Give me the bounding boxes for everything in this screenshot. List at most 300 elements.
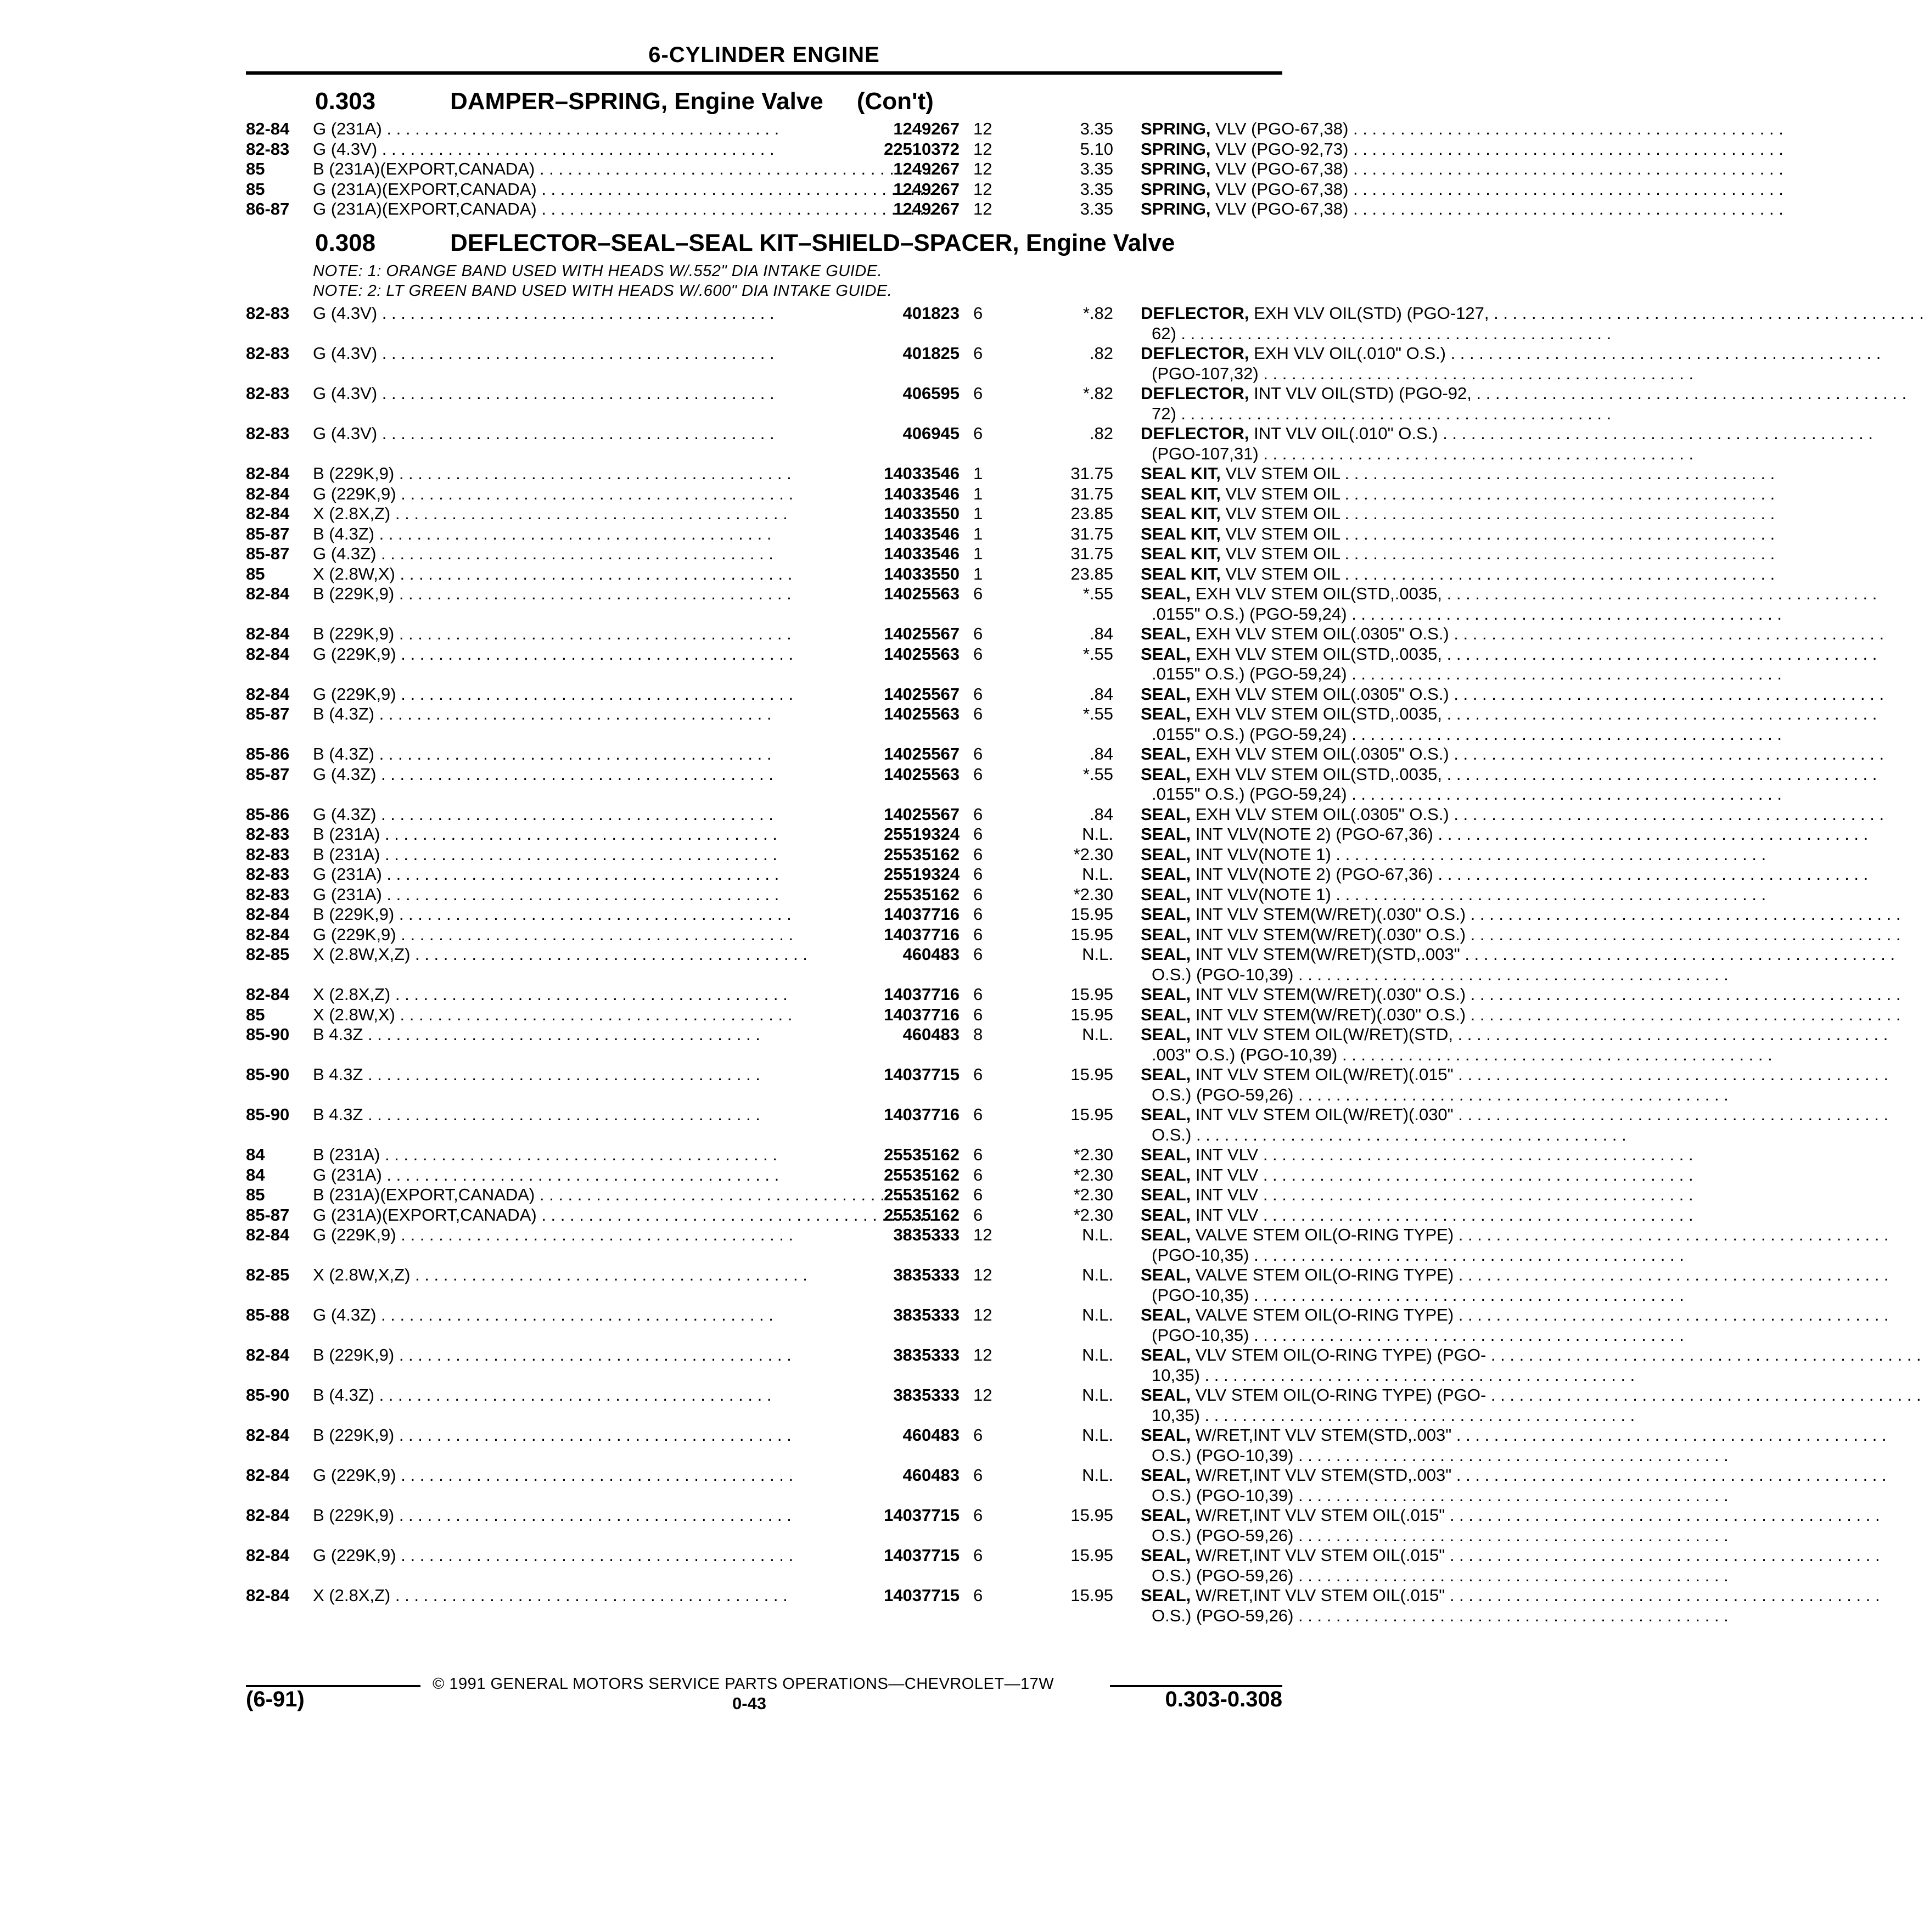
description-keyword: SEAL, [1141, 1425, 1191, 1445]
part-number-cell: 25519324 [884, 864, 960, 884]
price-cell: N.L. [1082, 1465, 1113, 1485]
part-number-cell: 406945 [902, 424, 960, 443]
description-keyword: SEAL, [1141, 1506, 1191, 1525]
part-number-cell: 22510372 [884, 139, 960, 159]
description-cell [1141, 1205, 1534, 1225]
description-continuation: .0155" O.S.) (PGO-59,24) . . . [1152, 784, 1534, 804]
description-cell [1141, 1064, 1534, 1085]
part-number-cell: 25519324 [884, 824, 960, 844]
description-keyword: SEAL, [1141, 905, 1191, 924]
description-keyword: DEFLECTOR, [1141, 344, 1249, 363]
part-number-cell: 14037716 [884, 924, 960, 944]
year-cell: 82-84 [246, 484, 290, 503]
description-keyword: SEAL, [1141, 884, 1191, 904]
price-cell: N.L. [1082, 824, 1113, 844]
model-cell: G (4.3Z) . . . [313, 1305, 624, 1325]
part-number-cell: 25535162 [884, 1165, 960, 1184]
description-text: VALVE STEM OIL(O-RING TYPE) [1191, 1265, 1454, 1284]
quantity-cell: 6 [973, 1004, 983, 1024]
description-cell [1141, 1265, 1534, 1285]
part-number-cell: 401825 [902, 344, 960, 363]
description-text: INT VLV(NOTE 1) [1191, 884, 1331, 904]
description-text: EXH VLV STEM OIL(STD,.0035, [1191, 584, 1442, 603]
part-number-cell: 14025567 [884, 684, 960, 704]
part-number-cell: 14025567 [884, 624, 960, 643]
description-text: INT VLV STEM(W/RET)(.030" O.S.) [1191, 924, 1466, 944]
description-cell [1141, 383, 1534, 403]
section-title: DEFLECTOR–SEAL–SEAL KIT–SHIELD–SPACER, Engine Valve [450, 229, 1175, 256]
description-cell [1141, 1184, 1534, 1205]
description-cell [1141, 179, 1534, 199]
year-cell: 86-87 [246, 199, 290, 218]
description-continuation: (PGO-107,31) . . . [1152, 443, 1534, 464]
description-text: INT VLV STEM(W/RET)(.030" O.S.) [1191, 905, 1466, 924]
description-keyword: SEAL, [1141, 684, 1191, 704]
description-keyword: SEAL, [1141, 1265, 1191, 1284]
part-number-cell: 1249267 [893, 179, 960, 199]
description-cell [1141, 1345, 1534, 1365]
description-keyword: SEAL, [1141, 1065, 1191, 1084]
price-cell: 15.95 [1070, 985, 1113, 1004]
footer-section-range: 0.303-0.308 [1165, 1687, 1282, 1711]
description-keyword: SEAL KIT, [1141, 504, 1221, 523]
model-cell: B (4.3Z) . . . [313, 524, 624, 544]
page-number: 0-43 [732, 1694, 767, 1713]
price-cell: *.82 [1082, 304, 1113, 323]
quantity-cell: 6 [973, 1105, 983, 1124]
model-cell: B (231A)(EXPORT,CANADA) . . . [313, 1184, 624, 1205]
part-number-cell: 14025567 [884, 804, 960, 824]
year-cell: 85-86 [246, 744, 290, 763]
quantity-cell: 6 [973, 1465, 983, 1485]
model-cell: G (229K,9) . . . [313, 484, 624, 504]
description-continuation: O.S.) (PGO-59,26) . . . [1152, 1565, 1534, 1586]
description-text: EXH VLV STEM OIL(.0305" O.S.) [1191, 624, 1449, 643]
quantity-cell: 6 [973, 884, 983, 904]
description-keyword: SEAL, [1141, 1205, 1191, 1225]
description-cell [1141, 139, 1534, 159]
description-text: VLV STEM OIL [1220, 524, 1340, 543]
part-number-cell: 14025563 [884, 764, 960, 784]
part-number-cell: 14033546 [884, 544, 960, 563]
description-cell [1141, 423, 1534, 443]
description-keyword: DEFLECTOR, [1141, 304, 1249, 323]
description-cell [1141, 744, 1534, 764]
model-cell: G (229K,9) . . . [313, 1225, 624, 1245]
model-cell: G (4.3V) . . . [313, 343, 624, 363]
description-cell [1141, 1465, 1534, 1485]
quantity-cell: 6 [973, 764, 983, 784]
page-title: 6-CYLINDER ENGINE [648, 43, 880, 67]
model-cell: G (4.3V) . . . [313, 303, 624, 323]
price-cell: 3.35 [1080, 179, 1113, 199]
quantity-cell: 6 [973, 924, 983, 944]
section-number: 0.308 [315, 229, 376, 256]
price-cell: .82 [1089, 344, 1113, 363]
quantity-cell: 6 [973, 1425, 983, 1445]
price-cell: 15.95 [1070, 1105, 1113, 1124]
model-cell: B (229K,9) . . . [313, 1345, 624, 1365]
model-cell: B 4.3Z . . . [313, 1104, 624, 1125]
description-keyword: SEAL, [1141, 1165, 1191, 1184]
description-text: INT VLV(NOTE 1) [1191, 844, 1331, 864]
part-number-cell: 25535162 [884, 1145, 960, 1164]
description-text: EXH VLV STEM OIL(.0305" O.S.) [1191, 744, 1449, 763]
quantity-cell: 6 [973, 744, 983, 763]
price-cell: N.L. [1082, 1225, 1113, 1244]
part-number-cell: 460483 [902, 945, 960, 964]
quantity-cell: 1 [973, 524, 983, 543]
year-cell: 82-84 [246, 684, 290, 704]
description-keyword: DEFLECTOR, [1141, 424, 1249, 443]
model-cell: X (2.8W,X) . . . [313, 564, 624, 584]
description-text: INT VLV [1191, 1185, 1259, 1204]
model-cell: X (2.8X,Z) . . . [313, 984, 624, 1004]
description-continuation: O.S.) (PGO-59,26) . . . [1152, 1605, 1534, 1626]
description-keyword: SPRING, [1141, 159, 1211, 178]
copyright-text: © 1991 GENERAL MOTORS SERVICE PARTS OPERATIONS—CHEVROLET—17W [433, 1675, 1054, 1693]
description-cell [1141, 1024, 1534, 1044]
quantity-cell: 6 [973, 1185, 983, 1204]
description-cell [1141, 764, 1534, 784]
model-cell: G (4.3Z) . . . [313, 543, 624, 564]
description-text: EXH VLV OIL(STD) (PGO-127, [1249, 304, 1489, 323]
description-cell [1141, 844, 1534, 864]
part-number-cell: 3835333 [893, 1385, 960, 1405]
model-cell: G (231A) . . . [313, 864, 624, 884]
description-continuation: (PGO-10,35) . . . [1152, 1285, 1534, 1305]
quantity-cell: 1 [973, 504, 983, 523]
quantity-cell: 6 [973, 344, 983, 363]
description-text: VLV STEM OIL(O-RING TYPE) (PGO- [1191, 1385, 1487, 1405]
year-cell: 82-84 [246, 1586, 290, 1605]
price-cell: N.L. [1082, 1385, 1113, 1405]
year-cell: 85 [246, 179, 265, 199]
description-text: VALVE STEM OIL(O-RING TYPE) [1191, 1225, 1454, 1244]
description-keyword: SEAL, [1141, 1225, 1191, 1244]
description-cell [1141, 884, 1534, 905]
price-cell: 5.10 [1080, 139, 1113, 159]
description-keyword: SEAL, [1141, 1004, 1191, 1024]
description-cell [1141, 503, 1534, 524]
quantity-cell: 12 [973, 159, 992, 178]
description-keyword: SEAL, [1141, 1385, 1191, 1405]
year-cell: 85-90 [246, 1105, 290, 1124]
part-number-cell: 460483 [902, 1025, 960, 1044]
model-cell: G (4.3Z) . . . [313, 804, 624, 824]
description-text: VALVE STEM OIL(O-RING TYPE) [1191, 1305, 1454, 1324]
description-keyword: SEAL KIT, [1141, 564, 1221, 583]
description-cell [1141, 484, 1534, 504]
price-cell: 15.95 [1070, 1506, 1113, 1525]
model-cell: B (4.3Z) . . . [313, 1385, 624, 1405]
description-keyword: SPRING, [1141, 199, 1211, 218]
description-cell [1141, 624, 1534, 644]
price-cell: *.55 [1082, 644, 1113, 664]
description-keyword: SEAL, [1141, 1465, 1191, 1485]
model-cell: B (231A) . . . [313, 824, 624, 844]
year-cell: 85-88 [246, 1305, 290, 1324]
price-cell: .84 [1089, 684, 1113, 704]
part-number-cell: 14037715 [884, 1506, 960, 1525]
price-cell: 3.35 [1080, 199, 1113, 218]
description-keyword: SEAL, [1141, 804, 1191, 824]
model-cell: G (229K,9) . . . [313, 1465, 624, 1485]
part-number-cell: 14037716 [884, 905, 960, 924]
description-text: INT VLV(NOTE 2) (PGO-67,36) [1191, 824, 1433, 844]
year-cell: 82-83 [246, 384, 290, 403]
quantity-cell: 6 [973, 1546, 983, 1565]
quantity-cell: 6 [973, 644, 983, 664]
description-continuation: (PGO-10,35) . . . [1152, 1325, 1534, 1345]
price-cell: 15.95 [1070, 1546, 1113, 1565]
model-cell: X (2.8X,Z) . . . [313, 503, 624, 524]
description-continuation: .0155" O.S.) (PGO-59,24) . . . [1152, 724, 1534, 744]
description-text: EXH VLV OIL(.010" O.S.) [1249, 344, 1446, 363]
price-cell: *2.30 [1073, 1205, 1113, 1225]
part-number-cell: 3835333 [893, 1305, 960, 1324]
description-cell [1141, 1545, 1534, 1565]
quantity-cell: 12 [973, 1265, 992, 1284]
price-cell: .84 [1089, 624, 1113, 643]
part-number-cell: 14025563 [884, 644, 960, 664]
quantity-cell: 12 [973, 179, 992, 199]
part-number-cell: 25535162 [884, 884, 960, 904]
quantity-cell: 6 [973, 1145, 983, 1164]
description-cell [1141, 704, 1534, 724]
description-cell [1141, 564, 1534, 584]
description-text: W/RET,INT VLV STEM OIL(.015" [1191, 1546, 1445, 1565]
price-cell: *.55 [1082, 584, 1113, 603]
year-cell: 82-84 [246, 504, 290, 523]
model-cell: B 4.3Z . . . [313, 1024, 624, 1044]
quantity-cell: 12 [973, 1385, 992, 1405]
description-text: INT VLV [1191, 1165, 1259, 1184]
description-cell [1141, 864, 1534, 884]
model-cell: G (231A) . . . [313, 119, 624, 139]
description-keyword: SEAL KIT, [1141, 544, 1221, 563]
price-cell: *2.30 [1073, 844, 1113, 864]
page-header [246, 43, 1282, 68]
price-cell: 31.75 [1070, 464, 1113, 483]
price-cell: *2.30 [1073, 884, 1113, 904]
part-number-cell: 14025563 [884, 704, 960, 723]
year-cell: 82-84 [246, 119, 290, 138]
description-text: INT VLV STEM OIL(W/RET)(.015" [1191, 1065, 1454, 1084]
part-number-cell: 14037715 [884, 1586, 960, 1605]
year-cell: 82-83 [246, 424, 290, 443]
price-cell: N.L. [1082, 1265, 1113, 1284]
description-text: VLV STEM OIL(O-RING TYPE) (PGO- [1191, 1345, 1487, 1364]
year-cell: 82-83 [246, 139, 290, 159]
description-text: VLV STEM OIL [1220, 484, 1340, 503]
description-text: EXH VLV STEM OIL(STD,.0035, [1191, 644, 1442, 664]
description-cell [1141, 1505, 1534, 1525]
description-cell [1141, 1004, 1534, 1025]
description-text: W/RET,INT VLV STEM OIL(.015" [1191, 1586, 1445, 1605]
year-cell: 82-84 [246, 624, 290, 643]
year-cell: 82-84 [246, 1345, 290, 1364]
part-number-cell: 406595 [902, 384, 960, 403]
model-cell: B (4.3Z) . . . [313, 704, 624, 724]
year-cell: 82-84 [246, 924, 290, 944]
part-number-cell: 14033550 [884, 504, 960, 523]
quantity-cell: 6 [973, 945, 983, 964]
description-keyword: SEAL, [1141, 624, 1191, 643]
description-text: VLV STEM OIL [1220, 564, 1340, 583]
description-text: INT VLV(NOTE 2) (PGO-67,36) [1191, 864, 1433, 884]
description-cell [1141, 463, 1534, 484]
year-cell: 82-83 [246, 824, 290, 844]
quantity-cell: 6 [973, 864, 983, 884]
price-cell: N.L. [1082, 945, 1113, 964]
part-number-cell: 460483 [902, 1465, 960, 1485]
description-text: W/RET,INT VLV STEM(STD,.003" [1191, 1425, 1452, 1445]
model-cell: B (229K,9) . . . [313, 904, 624, 924]
price-cell: N.L. [1082, 1305, 1113, 1324]
model-cell: B (229K,9) . . . [313, 1505, 624, 1525]
model-cell: G (229K,9) . . . [313, 1545, 624, 1565]
note-2: NOTE: 2: LT GREEN BAND USED WITH HEADS W/.600" DIA INTAKE GUIDE. [313, 282, 893, 300]
description-cell [1141, 1144, 1534, 1165]
model-cell: B (229K,9) . . . [313, 624, 624, 644]
year-cell: 85-87 [246, 544, 290, 563]
year-cell: 85-87 [246, 764, 290, 784]
model-cell: G (229K,9) . . . [313, 924, 624, 945]
price-cell: *2.30 [1073, 1145, 1113, 1164]
description-cell [1141, 343, 1534, 363]
description-keyword: SEAL, [1141, 744, 1191, 763]
model-cell: X (2.8W,X,Z) . . . [313, 944, 624, 964]
description-keyword: SEAL, [1141, 584, 1191, 603]
model-cell: G (4.3V) . . . [313, 383, 624, 403]
year-cell: 82-85 [246, 945, 290, 964]
part-number-cell: 3835333 [893, 1345, 960, 1364]
year-cell: 82-84 [246, 584, 290, 603]
model-cell: G (4.3V) . . . [313, 139, 624, 159]
description-cell [1141, 159, 1534, 179]
year-cell: 82-83 [246, 304, 290, 323]
model-cell: G (231A)(EXPORT,CANADA) . . . [313, 179, 624, 199]
description-cell [1141, 199, 1534, 219]
part-number-cell: 14037716 [884, 985, 960, 1004]
description-cell [1141, 524, 1534, 544]
year-cell: 85-87 [246, 1205, 290, 1225]
description-keyword: SEAL, [1141, 924, 1191, 944]
description-text: INT VLV OIL(.010" O.S.) [1249, 424, 1438, 443]
description-continuation: 62) . . . [1152, 323, 1534, 344]
model-cell: X (2.8W,X,Z) . . . [313, 1265, 624, 1285]
description-keyword: SEAL KIT, [1141, 484, 1221, 503]
quantity-cell: 6 [973, 584, 983, 603]
year-cell: 82-83 [246, 864, 290, 884]
description-cell [1141, 1104, 1534, 1125]
description-text: INT VLV [1191, 1205, 1259, 1225]
description-text: VLV (PGO-92,73) [1210, 139, 1349, 159]
model-cell: G (229K,9) . . . [313, 644, 624, 664]
description-cell [1141, 1425, 1534, 1445]
quantity-cell: 6 [973, 1165, 983, 1184]
quantity-cell: 1 [973, 544, 983, 563]
description-text: INT VLV STEM OIL(W/RET)(STD, [1191, 1025, 1453, 1044]
part-number-cell: 3835333 [893, 1225, 960, 1244]
quantity-cell: 12 [973, 119, 992, 138]
description-text: INT VLV STEM(W/RET)(STD,.003" [1191, 945, 1460, 964]
quantity-cell: 6 [973, 424, 983, 443]
description-keyword: SEAL, [1141, 985, 1191, 1004]
description-cell [1141, 303, 1534, 323]
model-cell: B (4.3Z) . . . [313, 744, 624, 764]
description-keyword: SEAL, [1141, 704, 1191, 723]
year-cell: 85 [246, 564, 265, 583]
model-cell: B (229K,9) . . . [313, 1425, 624, 1445]
part-number-cell: 14025567 [884, 744, 960, 763]
quantity-cell: 6 [973, 1205, 983, 1225]
part-number-cell: 1249267 [893, 199, 960, 218]
model-cell: G (231A) . . . [313, 884, 624, 905]
quantity-cell: 6 [973, 384, 983, 403]
year-cell: 82-84 [246, 1425, 290, 1445]
price-cell: 31.75 [1070, 544, 1113, 563]
footer-date: (6-91) [246, 1687, 305, 1711]
model-cell: B (231A) . . . [313, 1144, 624, 1165]
part-number-cell: 1249267 [893, 159, 960, 178]
description-text: INT VLV [1191, 1145, 1259, 1164]
quantity-cell: 6 [973, 1506, 983, 1525]
section-title: DAMPER–SPRING, Engine Valve (Con't) [450, 88, 934, 115]
quantity-cell: 12 [973, 1305, 992, 1324]
part-number-cell: 14033546 [884, 524, 960, 543]
description-cell [1141, 924, 1534, 945]
description-cell [1141, 804, 1534, 824]
part-number-cell: 14037715 [884, 1546, 960, 1565]
part-number-cell: 401823 [902, 304, 960, 323]
model-cell: G (231A) . . . [313, 1165, 624, 1185]
year-cell: 82-84 [246, 905, 290, 924]
description-continuation: .0155" O.S.) (PGO-59,24) . . . [1152, 664, 1534, 684]
description-continuation: (PGO-10,35) . . . [1152, 1245, 1534, 1265]
price-cell: 23.85 [1070, 564, 1113, 583]
description-keyword: SEAL, [1141, 1105, 1191, 1124]
quantity-cell: 6 [973, 1065, 983, 1084]
description-text: W/RET,INT VLV STEM(STD,.003" [1191, 1465, 1452, 1485]
part-number-cell: 14033546 [884, 464, 960, 483]
quantity-cell: 6 [973, 684, 983, 704]
note-1: NOTE: 1: ORANGE BAND USED WITH HEADS W/.552" DIA INTAKE GUIDE. [313, 262, 883, 280]
part-number-cell: 14037715 [884, 1065, 960, 1084]
part-number-cell: 3835333 [893, 1265, 960, 1284]
price-cell: 3.35 [1080, 159, 1113, 178]
price-cell: 23.85 [1070, 504, 1113, 523]
part-number-cell: 14033550 [884, 564, 960, 583]
description-keyword: SEAL, [1141, 824, 1191, 844]
part-number-cell: 25535162 [884, 844, 960, 864]
year-cell: 85 [246, 1185, 265, 1204]
description-keyword: SEAL KIT, [1141, 524, 1221, 543]
description-keyword: SEAL, [1141, 644, 1191, 664]
year-cell: 82-84 [246, 1465, 290, 1485]
description-text: EXH VLV STEM OIL(STD,.0035, [1191, 704, 1442, 723]
description-cell [1141, 1165, 1534, 1185]
description-cell [1141, 119, 1534, 139]
quantity-cell: 6 [973, 304, 983, 323]
year-cell: 82-84 [246, 464, 290, 483]
quantity-cell: 6 [973, 1586, 983, 1605]
price-cell: 3.35 [1080, 119, 1113, 138]
year-cell: 82-84 [246, 1546, 290, 1565]
description-continuation: (PGO-107,32) . . . [1152, 363, 1534, 384]
part-number-cell: 25535162 [884, 1185, 960, 1204]
